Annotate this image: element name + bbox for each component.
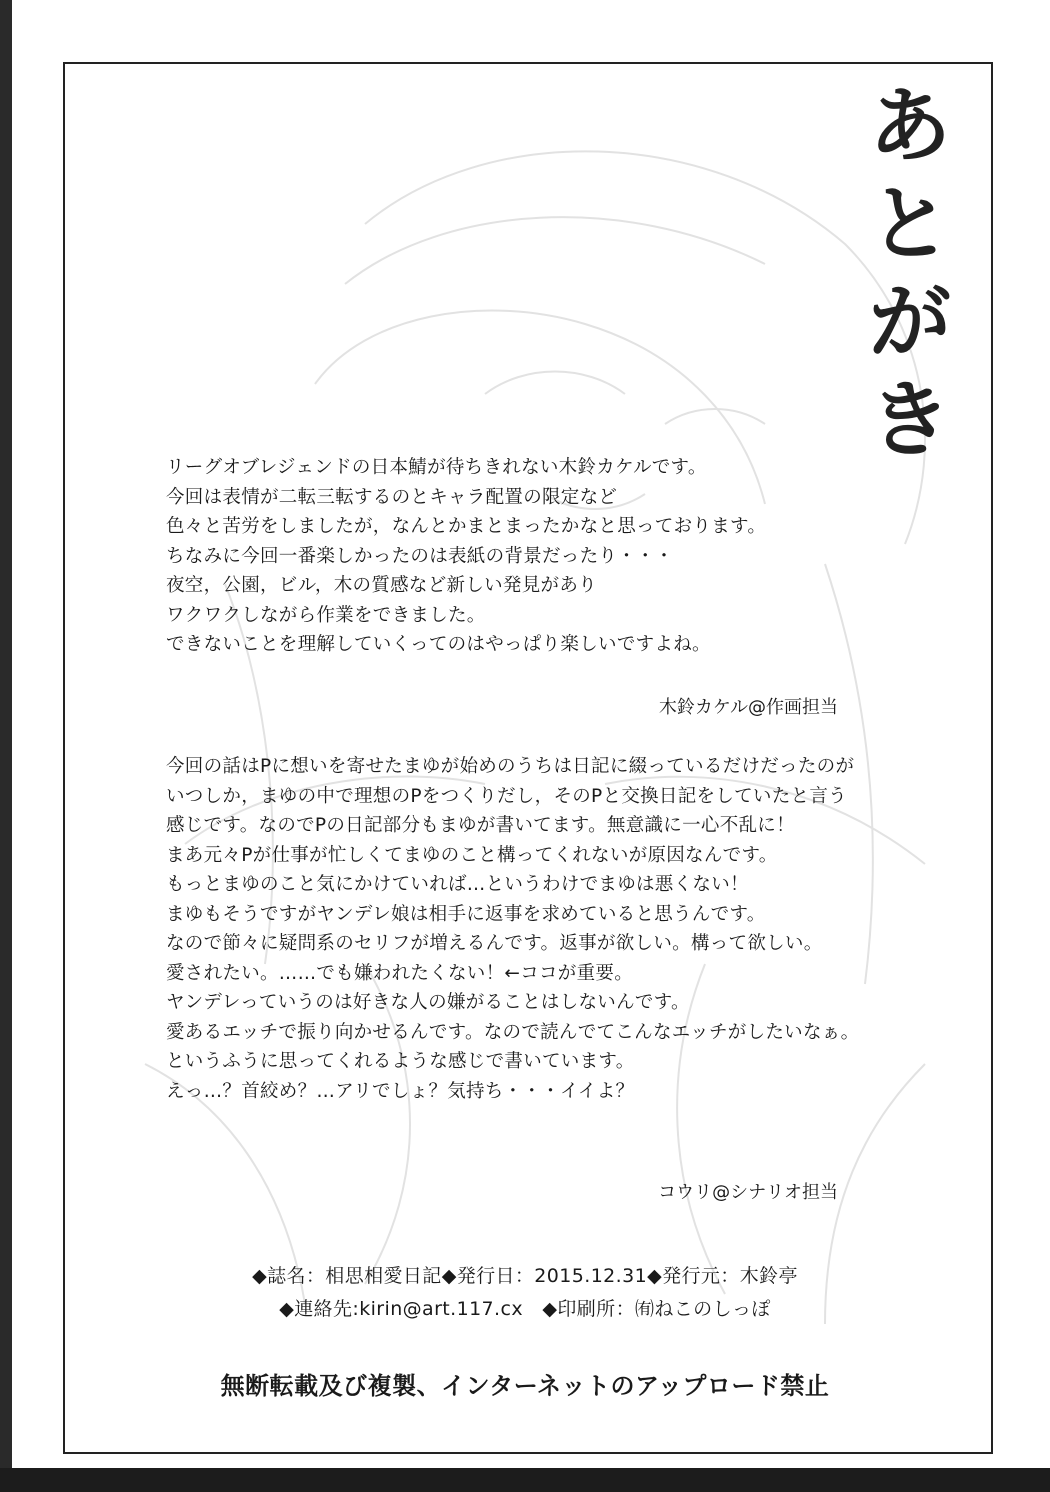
- text-line: 愛あるエッチで振り向かせるんです。なので読んでてこんなエッチがしたいなぁ。: [166, 1021, 860, 1043]
- text-line: えっ…？首絞め？…アリでしょ？気持ち・・・イイよ？: [166, 1080, 635, 1102]
- title-char: き: [868, 373, 951, 468]
- text-line: もっとまゆのこと気にかけていれば…というわけでまゆは悪くない！: [166, 874, 749, 895]
- title-char: と: [868, 177, 951, 272]
- text-line: 今回は表情が二転三転するのとキャラ配置の限定など: [166, 486, 618, 508]
- text-line: まゆもそうですがヤンデレ娘は相手に返事を求めていると思うんです。: [166, 903, 766, 925]
- text-line: 感じです。なのでPの日記部分もまゆが書いてます。無意識に一心不乱に！: [166, 815, 795, 836]
- page-title: [860, 78, 960, 470]
- text-line: ワクワクしながら作業をできました。: [166, 604, 486, 626]
- colophon-line-2: ◆連絡先:kirin@art.117.cx ◆印刷所：㈲ねこのしっぽ: [279, 1298, 771, 1320]
- text-line: ちなみに今回一番楽しかったのは表紙の背景だったり・・・: [166, 545, 674, 567]
- scan-edge-bottom: [0, 1468, 1050, 1492]
- text-line: ヤンデレっていうのは好きな人の嫌がることはしないんです。: [166, 992, 690, 1013]
- text-line: いつしか，まゆの中で理想のPをつくりだし，そのPと交換日記をしていたと言う: [166, 785, 847, 807]
- title-char: あ: [868, 79, 951, 174]
- text-line: まあ元々Pが仕事が忙しくてまゆのこと構ってくれないが原因なんです。: [166, 844, 778, 866]
- text-line: 夜空，公園，ビル，木の質感など新しい発見があり: [166, 575, 597, 596]
- text-line: というふうに思ってくれるような感じで書いています。: [166, 1051, 635, 1072]
- writer-signature: コウリ@シナリオ担当: [658, 1182, 838, 1203]
- title-char: が: [868, 275, 951, 370]
- text-line: なので節々に疑問系のセリフが増えるんです。返事が欲しい。構って欲しい。: [166, 933, 823, 954]
- text-line: 今回の話はPに想いを寄せたまゆが始めのうちは日記に綴っているだけだったのが: [166, 756, 855, 777]
- artist-signature: 木鈴カケル@作画担当: [658, 697, 838, 718]
- copyright-notice: 無断転載及び複製、インターネットのアップロード禁止: [220, 1372, 830, 1400]
- afterword-paragraph-2: [166, 752, 886, 1106]
- text-line: 色々と苦労をしましたが，なんとかまとまったかなと思っております。: [166, 516, 767, 537]
- colophon-line-1: ◆誌名：相思相愛日記◆発行日：2015.12.31◆発行元：木鈴亭: [252, 1265, 798, 1287]
- text-line: 愛されたい。……でも嫌われたくない！←ココが重要。: [166, 962, 634, 984]
- afterword-paragraph-1: [166, 453, 886, 660]
- text-line: リーグオブレジェンドの日本鯖が待ちきれない木鈴カケルです。: [166, 457, 707, 478]
- text-line: できないことを理解していくってのはやっぱり楽しいですよね。: [166, 634, 711, 655]
